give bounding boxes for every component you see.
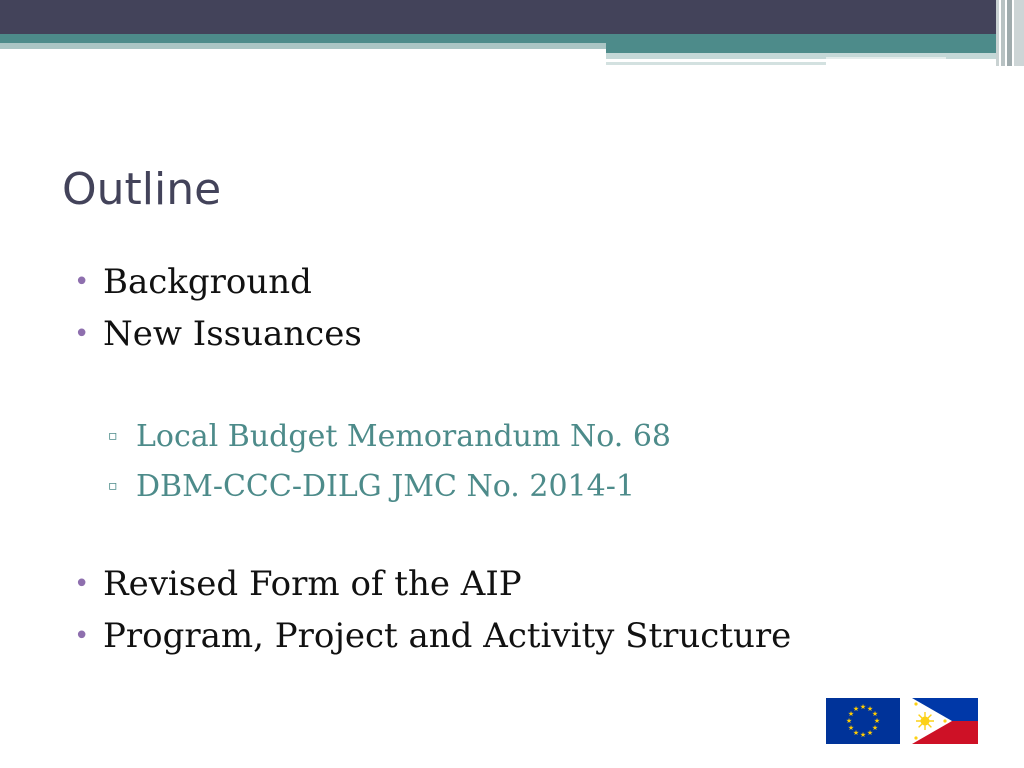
eu-flag-icon [826,698,900,744]
slide-title: Outline [62,164,222,215]
sub-bullet-text: Local Budget Memorandum No. 68 [136,419,671,454]
svg-text:★: ★ [845,717,853,725]
header-bar-dark [0,0,1024,34]
header-bar-teal [0,34,1024,43]
bullet-item [74,614,791,658]
header-bar-thin-right-2 [826,57,946,59]
header-bar-thin-right [606,62,826,65]
sub-bullet-item [108,416,671,457]
svg-text:★: ★ [859,703,867,711]
svg-text:★: ★ [847,710,855,718]
bullet-item [74,562,522,606]
header-bar-light-right [606,53,1024,59]
svg-text:★: ★ [852,705,860,713]
sub-bullet-item [108,466,635,507]
corner-stripes [996,0,1024,66]
bullet-text: New Issuances [103,314,362,354]
svg-text:★: ★ [873,717,881,725]
svg-text:★: ★ [859,731,867,739]
svg-text:★: ★ [871,724,879,732]
svg-text:★: ★ [852,729,860,737]
bullet-dot-icon: • [74,621,90,651]
header-bar-light-left [0,43,606,49]
bullet-dot-icon: • [74,569,90,599]
bullet-item [74,260,312,304]
sub-bullet-square-icon: ▫ [108,428,118,444]
flags [826,698,978,744]
bullet-dot-icon: • [74,267,90,297]
svg-text:★: ★ [866,705,874,713]
bullet-text: Program, Project and Activity Structure [103,616,792,656]
svg-text:★: ★ [866,729,874,737]
bullet-dot-icon: • [74,319,90,349]
bullet-text: Background [103,262,312,302]
header-bar-teal-right [606,43,1024,53]
svg-text:★: ★ [871,710,879,718]
sub-bullet-text: DBM-CCC-DILG JMC No. 2014-1 [136,469,635,504]
svg-text:★: ★ [847,724,855,732]
bullet-text: Revised Form of the AIP [103,564,522,604]
philippine-flag-icon [912,698,978,744]
bullet-item [74,312,362,356]
sub-bullet-square-icon: ▫ [108,478,118,494]
